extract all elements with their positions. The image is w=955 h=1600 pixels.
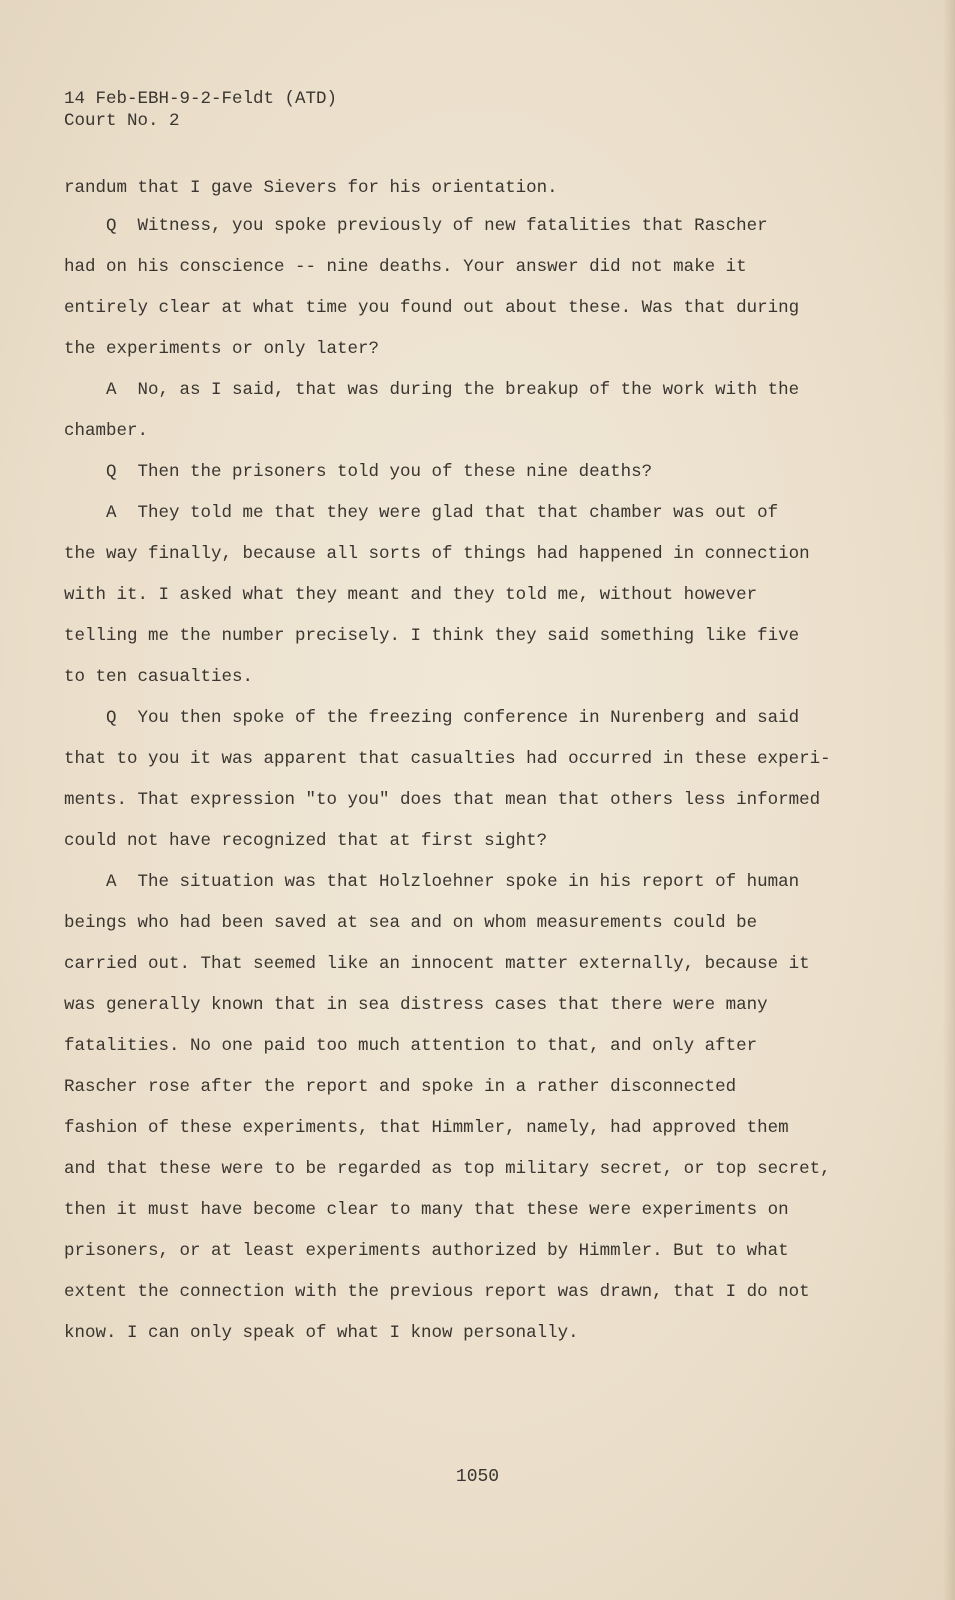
transcript-line: could not have recognized that at first sight? bbox=[64, 831, 548, 851]
transcript-line: with it. I asked what they meant and they told me, without however bbox=[64, 585, 758, 605]
header-court: Court No. 2 bbox=[64, 111, 180, 131]
transcript-line: then it must have become clear to many that these were experiments on bbox=[64, 1200, 789, 1220]
transcript-line: extent the connection with the previous report was drawn, that I do not bbox=[64, 1282, 810, 1302]
transcript-line: know. I can only speak of what I know personally. bbox=[64, 1323, 579, 1343]
transcript-line: beings who had been saved at sea and on whom measurements could be bbox=[64, 913, 758, 933]
transcript-line: the experiments or only later? bbox=[64, 339, 380, 359]
transcript-line: fashion of these experiments, that Himmler, namely, had approved them bbox=[64, 1118, 789, 1138]
transcript-line: ments. That expression "to you" does that mean that others less informed bbox=[64, 790, 821, 810]
page-number: 1050 bbox=[455, 1467, 500, 1487]
transcript-line: A No, as I said, that was during the breakup of the work with the bbox=[64, 380, 800, 400]
transcript-line: A They told me that they were glad that that chamber was out of bbox=[64, 503, 779, 523]
document-header bbox=[64, 88, 337, 132]
transcript-line: chamber. bbox=[64, 421, 149, 441]
transcript-line: A The situation was that Holzloehner spoke in his report of human bbox=[64, 872, 800, 892]
transcript-line: Rascher rose after the report and spoke in a rather disconnected bbox=[64, 1077, 737, 1097]
header-reference: 14 Feb-EBH-9-2-Feldt (ATD) bbox=[64, 89, 338, 109]
transcript-line: Q Witness, you spoke previously of new fatalities that Rascher bbox=[64, 216, 768, 236]
transcript-line: carried out. That seemed like an innocent matter externally, because it bbox=[64, 954, 810, 974]
transcript-line: telling me the number precisely. I think they said something like five bbox=[64, 626, 800, 646]
transcript-line: had on his conscience -- nine deaths. Your answer did not make it bbox=[64, 257, 747, 277]
transcript-line: was generally known that in sea distress cases that there were many bbox=[64, 995, 768, 1015]
transcript-line: prisoners, or at least experiments authorized by Himmler. But to what bbox=[64, 1241, 789, 1261]
transcript-line: Q You then spoke of the freezing conference in Nurenberg and said bbox=[64, 708, 800, 728]
transcript-line: Q Then the prisoners told you of these nine deaths? bbox=[64, 462, 653, 482]
transcript-line: randum that I gave Sievers for his orientation. bbox=[64, 178, 558, 198]
transcript-line: the way finally, because all sorts of things had happened in connection bbox=[64, 544, 810, 564]
transcript-line: that to you it was apparent that casualties had occurred in these experi- bbox=[64, 749, 831, 769]
page-edge-shadow bbox=[943, 0, 955, 1600]
transcript-line: entirely clear at what time you found out about these. Was that during bbox=[64, 298, 800, 318]
transcript-line: and that these were to be regarded as top military secret, or top secret, bbox=[64, 1159, 831, 1179]
transcript-line: fatalities. No one paid too much attention to that, and only after bbox=[64, 1036, 758, 1056]
transcript-line: to ten casualties. bbox=[64, 667, 254, 687]
